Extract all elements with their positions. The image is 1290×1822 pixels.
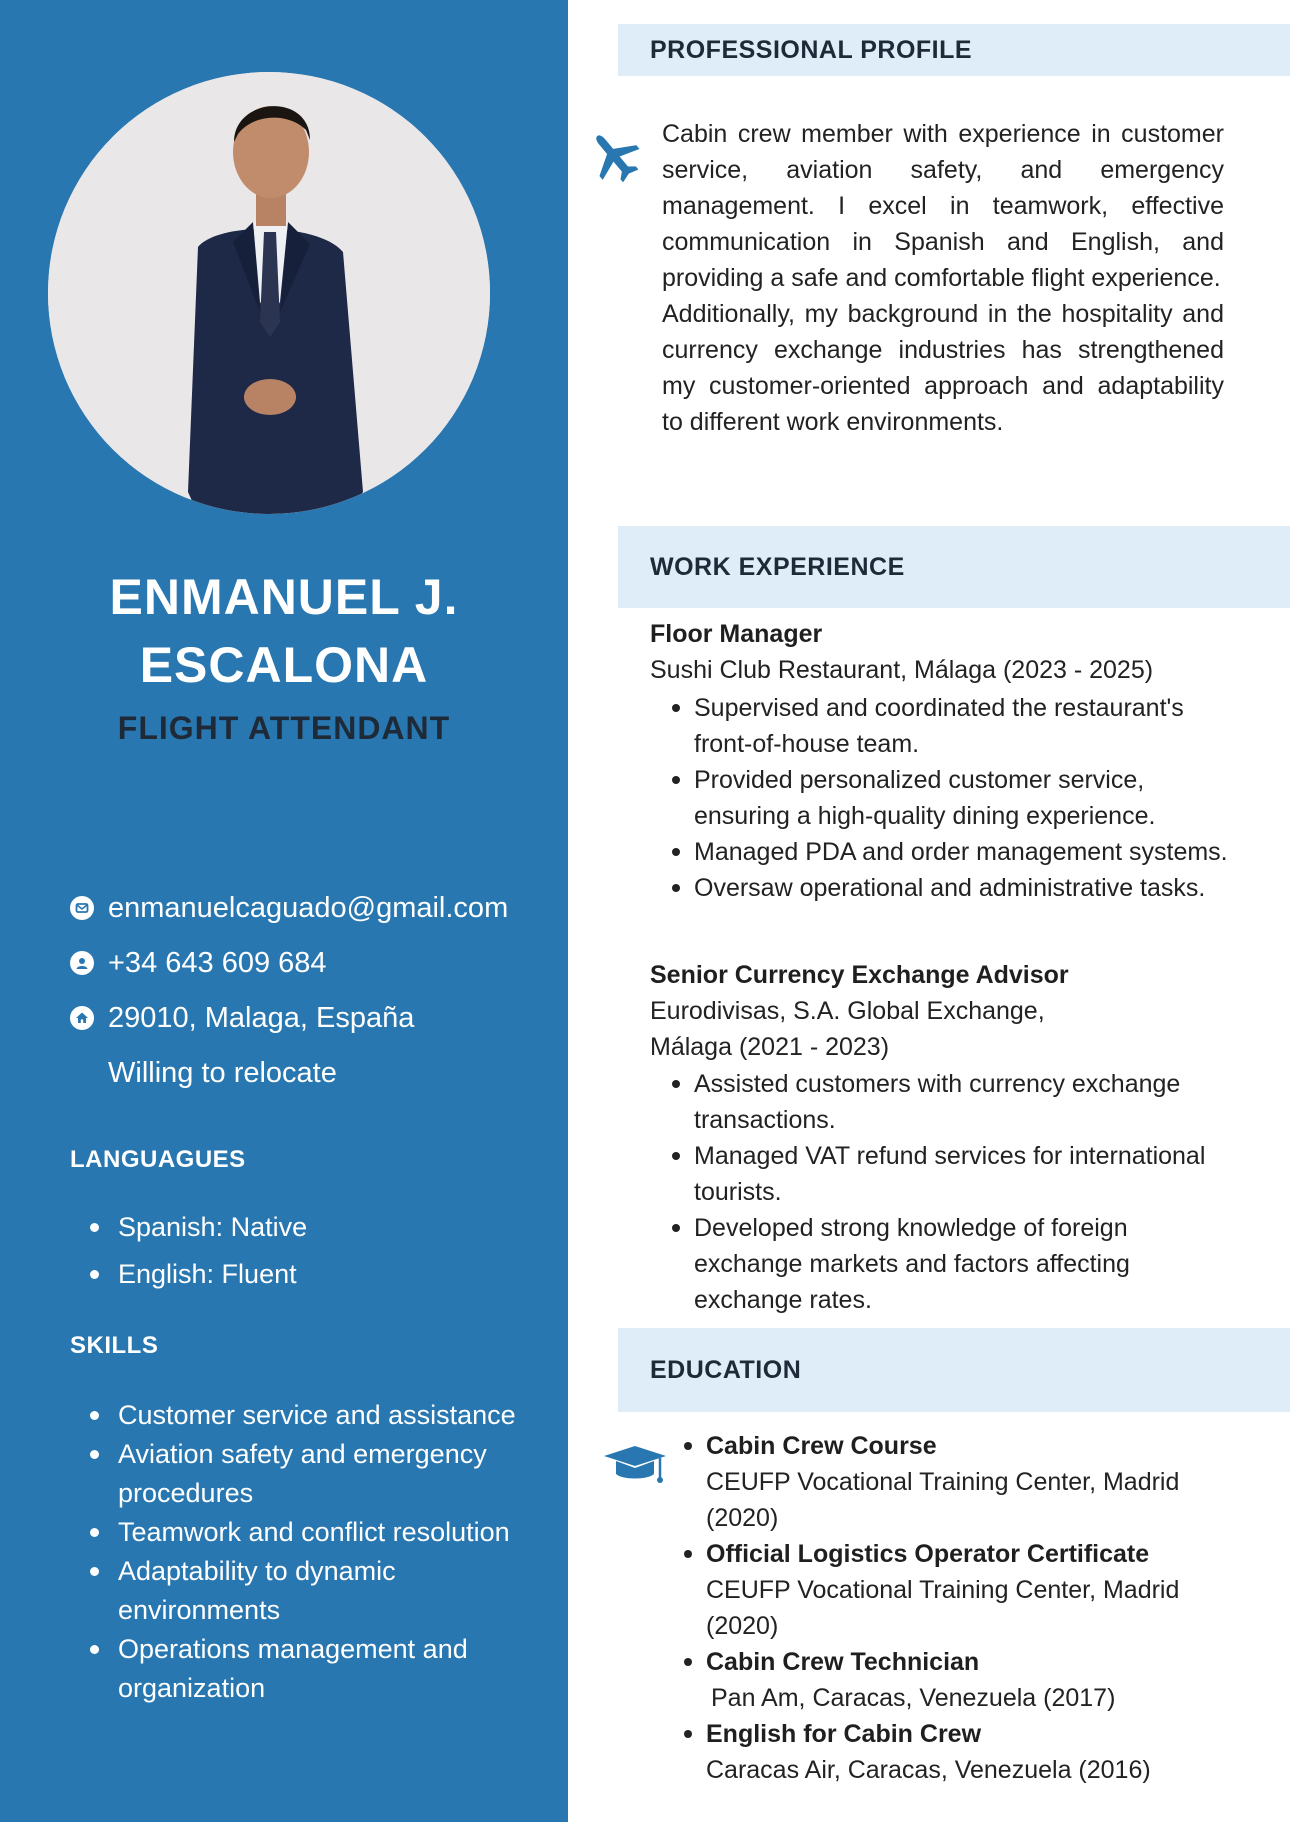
job-2-title: Senior Currency Exchange Advisor [650,961,1069,989]
name-line-2: ESCALONA [139,637,429,693]
user-icon [70,951,94,975]
education-detail: CEUFP Vocational Training Center, Madrid (2020) [706,1576,1180,1640]
skills-list [118,1396,538,1708]
job-bullet: Managed PDA and order management systems. [694,834,1234,870]
airplane-icon [586,128,642,184]
contact-phone[interactable] [70,943,327,983]
job-1-title: Floor Manager [650,620,823,648]
relocate-text: Willing to relocate [108,1056,337,1089]
phone-text[interactable]: +34 643 609 684 [108,946,327,979]
education-item [706,1716,1246,1788]
education-detail: Caracas Air, Caracas, Venezuela (2016) [706,1756,1151,1784]
education-detail: Pan Am, Caracas, Venezuela (2017) [711,1684,1116,1712]
relocate-note [108,1053,337,1093]
job-bullet: Provided personalized customer service, ensuring a high-quality dining experience. [694,762,1234,834]
profile-text [662,116,1224,440]
education-item [706,1428,1246,1536]
job-bullet: Assisted customers with currency exchange transactions. [694,1066,1234,1138]
language-item: Spanish: Native [118,1208,307,1247]
experience-heading: WORK EXPERIENCE [618,526,1290,608]
profile-paragraph-1: Cabin crew member with experience in customer service, aviation safety, and emergency management. I excel in teamwork, effective communication in Spanish and English, and providing a safe and comfortable flight experience. [662,120,1224,292]
skill-item: Customer service and assistance [118,1396,538,1435]
skill-item: Teamwork and conflict resolution [118,1513,538,1552]
graduation-cap-icon [600,1442,670,1490]
education-title: Cabin Crew Technician [706,1644,1246,1680]
education-title: Cabin Crew Course [706,1428,1246,1464]
job-bullet: Supervised and coordinated the restaurant's front-of-house team. [694,690,1234,762]
education-title: Official Logistics Operator Certificate [706,1536,1246,1572]
location-text: 29010, Malaga, España [108,1001,415,1034]
contact-location [70,998,414,1038]
name-line-1: ENMANUEL J. [109,569,459,625]
home-icon [70,1006,94,1030]
skill-item: Aviation safety and emergency procedures [118,1435,538,1513]
job-1-company: Sushi Club Restaurant, Málaga (2023 - 2025) [650,656,1154,684]
profile-paragraph-2: Additionally, my background in the hospitality and currency exchange industries has strengthened my customer-oriented approach and adaptability to different work environments. [662,300,1224,436]
email-text[interactable]: enmanuelcaguado@gmail.com [108,891,509,924]
skill-item: Adaptability to dynamic environments [118,1552,538,1630]
job-bullet: Developed strong knowledge of foreign exchange markets and factors affecting exchange rates. [694,1210,1234,1318]
education-item [706,1536,1246,1644]
person-illustration [48,72,490,514]
email-icon [70,896,94,920]
languages-heading: LANGUAGUES [70,1146,246,1173]
job-title: FLIGHT ATTENDANT [117,710,451,746]
job-1-bullets [694,690,1234,906]
languages-list [118,1208,307,1294]
education-list [706,1428,1246,1788]
job-bullet: Managed VAT refund services for international tourists. [694,1138,1234,1210]
education-detail: CEUFP Vocational Training Center, Madrid (2020) [706,1468,1180,1532]
profile-heading: PROFESSIONAL PROFILE [618,24,1290,76]
job-bullet: Oversaw operational and administrative tasks. [694,870,1234,906]
profile-photo [48,72,490,514]
education-title: English for Cabin Crew [706,1716,1246,1752]
skill-item: Operations management and organization [118,1630,538,1708]
skills-heading: SKILLS [70,1332,159,1359]
job-2-bullets [694,1066,1234,1318]
job-2-company-location: Málaga (2021 - 2023) [650,1033,890,1061]
education-heading: EDUCATION [618,1328,1290,1412]
language-item: English: Fluent [118,1255,307,1294]
job-2-company: Eurodivisas, S.A. Global Exchange, [650,997,1045,1025]
sidebar [0,0,568,1822]
contact-email[interactable] [70,888,508,928]
education-item [706,1644,1246,1716]
